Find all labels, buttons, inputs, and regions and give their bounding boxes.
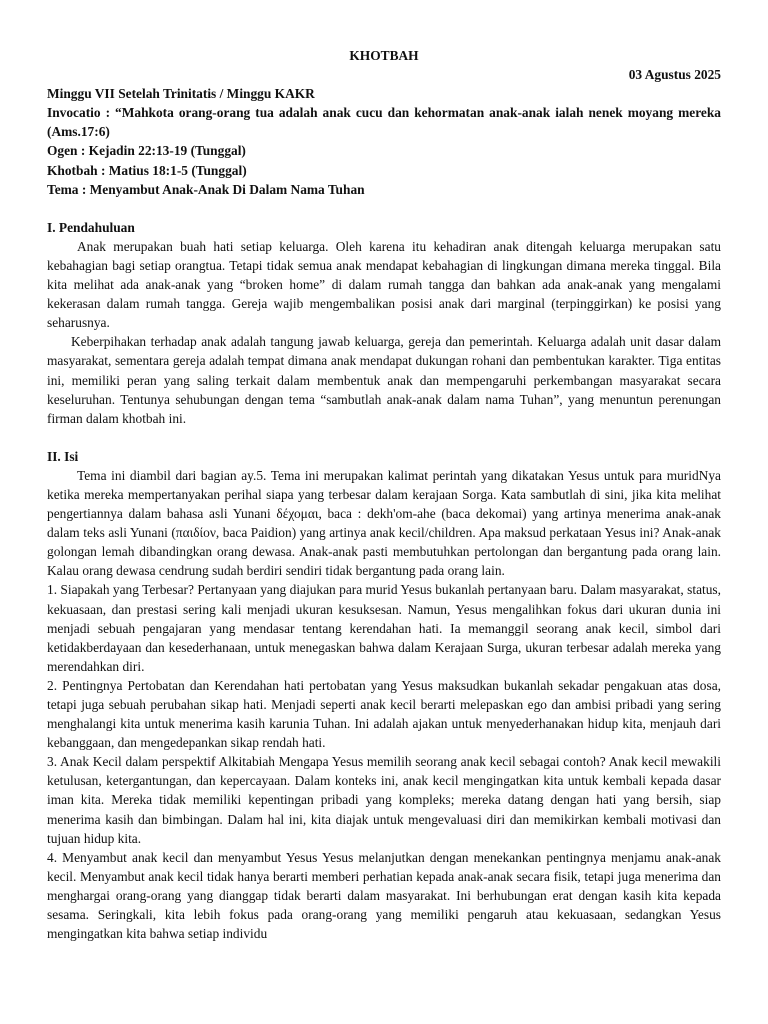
meta-minggu: Minggu VII Setelah Trinitatis / Minggu KAKR [47,86,315,102]
section-heading-pendahuluan: I. Pendahuluan [47,219,135,235]
meta-khotbah: Khotbah : Matius 18:1-5 (Tunggal) [47,162,247,178]
isi-point: 1. Siapakah yang Terbesar? Pertanyaan yang diajukan para murid Yesus bukanlah pertanyaan baru. Dalam masyarakat, status, kekuasaan, dan prestasi sering kali menjadi ukuran kesuksesan. Namun, Yesus mengalihkan fokus dari ukuran dunia ini menjadi sebuah pengajaran yang mendasar tentang kerendahan hati. Ia memanggil seorang anak kecil, simbol dari ketidakberdayaan dan kesederhanaan, untuk menegaskan bahwa dalam Kerajaan Surga, ukuran terbesar adalah mereka yang merendahkan diri. [47,582,721,674]
pendahuluan-paragraph: Keberpihakan terhadap anak adalah tangung jawab keluarga, gereja dan pemerintah. Keluarga adalah unit dasar dalam masyarakat, sementara gereja adalah tempat dimana anak mendapat dukungan rohani dan pembentukan karakter. Tiga entitas ini, memiliki peran yang saling terkait dalam membentuk anak dan mempengaruhi perkembangan masyarakat secara keseluruhan. Tentunya sehubungan dengan tema “sambutlah anak-anak dalam nama Tuhan”, yang menuntun perenungan firman dalam khotbah ini. [47,334,721,426]
isi-intro-paragraph: Tema ini diambil dari bagian ay.5. Tema ini merupakan kalimat perintah yang dikatakan Yesus untuk para muridNya ketika mereka mempertanyakan perihal siapa yang terbesar dalam kerajaan Sorga. Kata sambutlah di sini, jika kita melihat pengertiannya dalam bahasa asli Yunani δέχομαι, baca : dekh'om-ahe (baca dekomai) yang artinya menerima anak-anak dalam teks asli Yunani (παιδίον, baca Paidion) yang artinya anak kecil/children. Apa maksud perkataan Yesus ini? Anak-anak golongan lemah dibandingkan orang dewasa. Anak-anak pasti membutuhkan pertolongan dan bergantung pada orang lain. Kalau orang dewasa cendrung sudah berdiri sendiri tidak bergantung pada orang lain. [47,467,721,579]
pendahuluan-paragraph: Anak merupakan buah hati setiap keluarga. Oleh karena itu kehadiran anak ditengah keluarga merupakan satu kebahagian bagi setiap orangtua. Tetapi tidak semua anak mendapat kebahagian di lingkungan dimana mereka tinggal. Bila kita melihat ada anak-anak yang “broken home” di dalam rumah tangga dan bahkan ada anak-anak yang mengalami kekerasan dalam rumah tangga. Gereja wajib mengembalikan posisi anak dari marginal (terpinggirkan) ke posisi yang seharusnya. [47,238,721,331]
isi-point: 4. Menyambut anak kecil dan menyambut Yesus Yesus melanjutkan dengan menekankan pentingnya menjamu anak-anak kecil. Menyambut anak kecil tidak hanya berarti memberi perhatian kepada anak-anak secara fisik, tetapi juga menerima dan menghargai orang-orang yang dianggap tidak berarti dalam masyarakat. Ini berhubungan erat dengan kasih kita kepada sesama. Seringkali, kita lebih fokus pada orang-orang yang memiliki pengaruh atau kekuasaan, sedangkan Yesus mengingatkan kita bahwa setiap individu [47,849,721,942]
isi-point: 2. Pentingnya Pertobatan dan Kerendahan hati pertobatan yang Yesus maksudkan bukanlah sekadar pengakuan atas dosa, tetapi juga sebuah perubahan sikap hati. Menjadi seperti anak kecil berarti melepaskan ego dan ambisi pribadi yang sering menghalangi kita untuk menerima kasih karunia Tuhan. Ini adalah ajakan untuk menyederhanakan hidup kita, menjauh dari kebanggaan, dan mengedepankan sikap rendah hati. [47,677,721,751]
meta-ogen: Ogen : Kejadin 22:13-19 (Tunggal) [47,143,246,159]
meta-invocatio: Invocatio : “Mahkota orang-orang tua adalah anak cucu dan kehormatan anak-anak ialah nenek moyang mereka (Ams.17:6) [47,105,721,140]
document-title: KHOTBAH [349,48,419,63]
document-date: 03 Agustus 2025 [628,67,721,83]
isi-point: 3. Anak Kecil dalam perspektif Alkitabiah Mengapa Yesus memilih seorang anak kecil sebagai contoh? Anak kecil mewakili ketulusan, ketergantungan, dan kepercayaan. Dalam konteks ini, anak kecil mengingatkan kita untuk kembali kepada dasar iman kita. Mereka tidak memiliki kepentingan pribadi yang kompleks; mereka datang dengan hati yang bersih, siap menerima kasih dan bimbingan. Dalam hal ini, kita diajak untuk mengevaluasi diri dan memikirkan kembali motivasi dan tujuan hidup kita. [47,754,721,846]
sermon-meta [47,84,721,199]
meta-tema: Tema : Menyambut Anak-Anak Di Dalam Nama Tuhan [47,181,365,197]
section-heading-isi: II. Isi [47,448,79,464]
